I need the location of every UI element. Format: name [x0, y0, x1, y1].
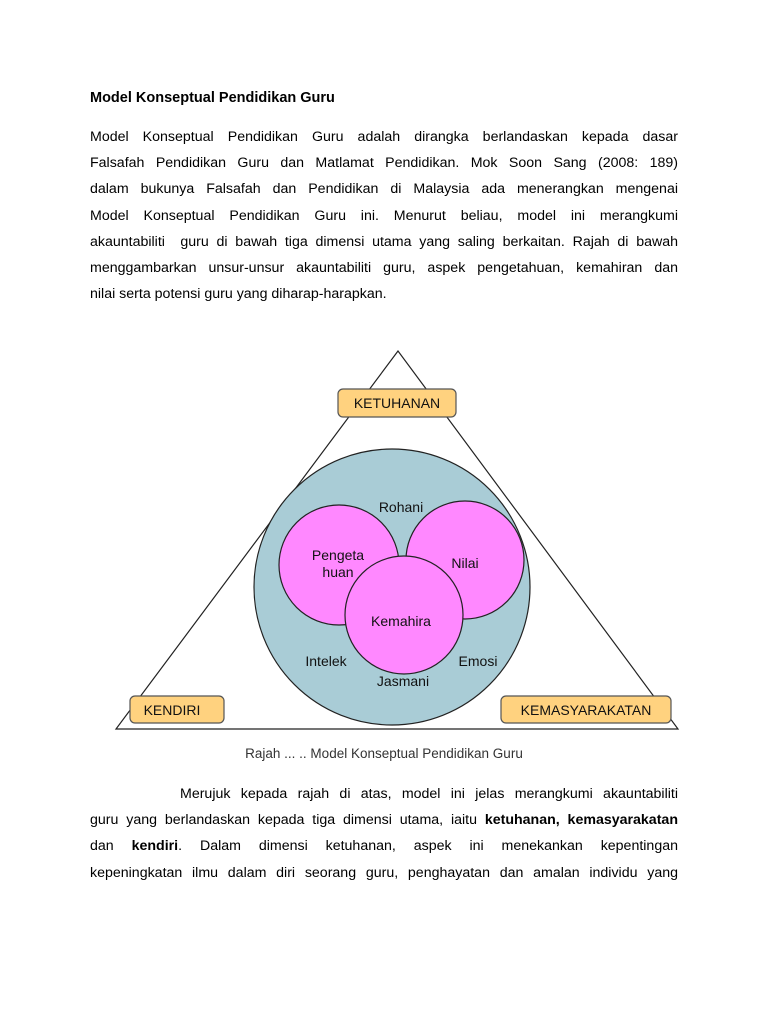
bold-kendiri: kendiri	[131, 838, 179, 855]
paragraph-text: . Dalam dimensi ketuhanan, aspek ini menekankan kepentingan	[178, 838, 678, 855]
kendiri-label: KENDIRI	[143, 702, 201, 718]
paragraph-line: Merujuk kepada rajah di atas, model ini jelas merangkumi akauntabiliti	[180, 786, 678, 802]
skills-label: Kemahira	[371, 613, 431, 629]
emotion-label: Emosi	[458, 653, 498, 669]
ketuhanan-label: KETUHANAN	[353, 395, 441, 411]
kemasyarakatan-label: KEMASYARAKATAN	[520, 702, 652, 718]
paragraph-line: dalam bukunya Falsafah dan Pendidikan di Malaysia ada menerangkan mengenai	[90, 181, 678, 198]
caption-text: Rajah ... .. Model Konseptual Pendidikan Guru	[245, 746, 523, 761]
paragraph-line: Model Konseptual Pendidikan Guru adalah dirangka berlandaskan kepada dasar	[90, 129, 678, 145]
physical-label: Jasmani	[376, 673, 430, 689]
intellect-label: Intelek	[305, 653, 347, 669]
paragraph-line: menggambarkan unsur-unsur akauntabiliti guru, aspek pengetahuan, kemahiran dan	[90, 260, 678, 277]
paragraph-line	[90, 833, 678, 859]
paragraph-line: akauntabiliti guru di bawah tiga dimensi utama yang saling berkaitan. Rajah di bawah	[90, 233, 678, 250]
paragraph-line: kepeningkatan ilmu dalam diri seorang guru, penghayatan dan amalan individu yang	[90, 864, 678, 881]
values-label: Nilai	[451, 555, 479, 571]
paragraph-line: Model Konseptual Pendidikan Guru ini. Menurut beliau, model ini merangkumi	[90, 207, 678, 224]
section-heading: Model Konseptual Pendidikan Guru	[90, 90, 335, 106]
paragraph-line: nilai serta potensi guru yang diharap-harapkan.	[90, 286, 387, 303]
intro-paragraph	[90, 124, 678, 307]
spiritual-label: Rohani	[378, 499, 424, 515]
figure-caption	[0, 746, 768, 761]
paragraph-line	[90, 807, 678, 833]
knowledge-label: Pengeta	[311, 547, 365, 563]
paragraph-text: dan	[90, 838, 132, 855]
discussion-paragraph	[90, 781, 678, 886]
paragraph-text: guru yang berlandaskan kepada tiga dimensi utama, iaitu	[90, 812, 485, 829]
knowledge-label: huan	[322, 564, 354, 580]
bold-dimensions: ketuhanan, kemasyarakatan	[484, 812, 678, 829]
conceptual-model-diagram	[110, 345, 685, 735]
paragraph-line: Falsafah Pendidikan Guru dan Matlamat Pendidikan. Mok Soon Sang (2008: 189)	[90, 155, 678, 172]
